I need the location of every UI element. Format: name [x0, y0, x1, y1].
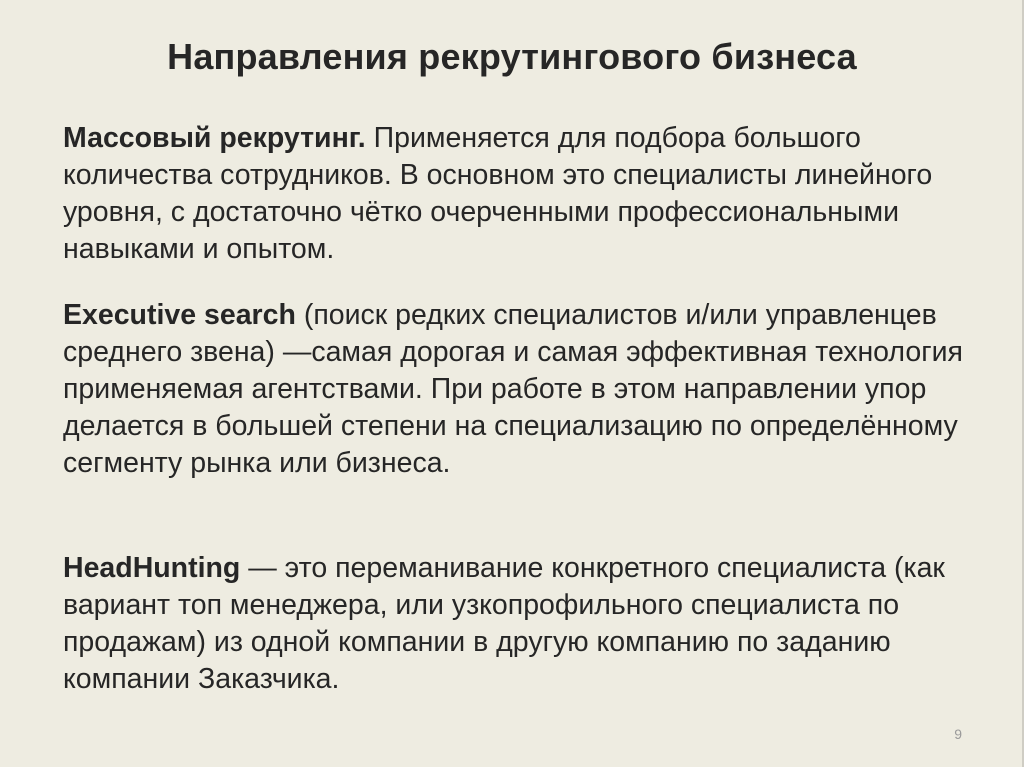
text-headhunting: — это переманивание конкретного специалиста (как вариант топ менеджера, или узкопрофильного специалиста по продажам) из одной компании в другую компанию по заданию компании Заказчика. [63, 552, 945, 695]
text-mass-recruiting: Применяется для подбора большого количества сотрудников. В основном это специалисты линейного уровня, с достаточно чётко очерченными профессиональными навыками и опытом. [63, 122, 933, 265]
paragraph-executive-search [63, 297, 963, 482]
text-executive-search: (поиск редких специалистов и/или управленцев среднего звена) —самая дорогая и самая эффективная технология применяемая агентствами. При работе в этом направлении упор делается в большей степени на специализацию по определённому сегменту рынка или бизнеса. [63, 299, 963, 479]
paragraph-mass-recruiting [63, 120, 963, 268]
term-headhunting: HeadHunting [63, 552, 241, 584]
term-mass-recruiting: Массовый рекрутинг. [63, 122, 366, 154]
page-number: 9 [954, 726, 962, 742]
paragraph-headhunting [63, 550, 963, 698]
slide-title: Направления рекрутингового бизнеса [167, 36, 857, 77]
term-executive-search: Executive search [63, 299, 296, 331]
